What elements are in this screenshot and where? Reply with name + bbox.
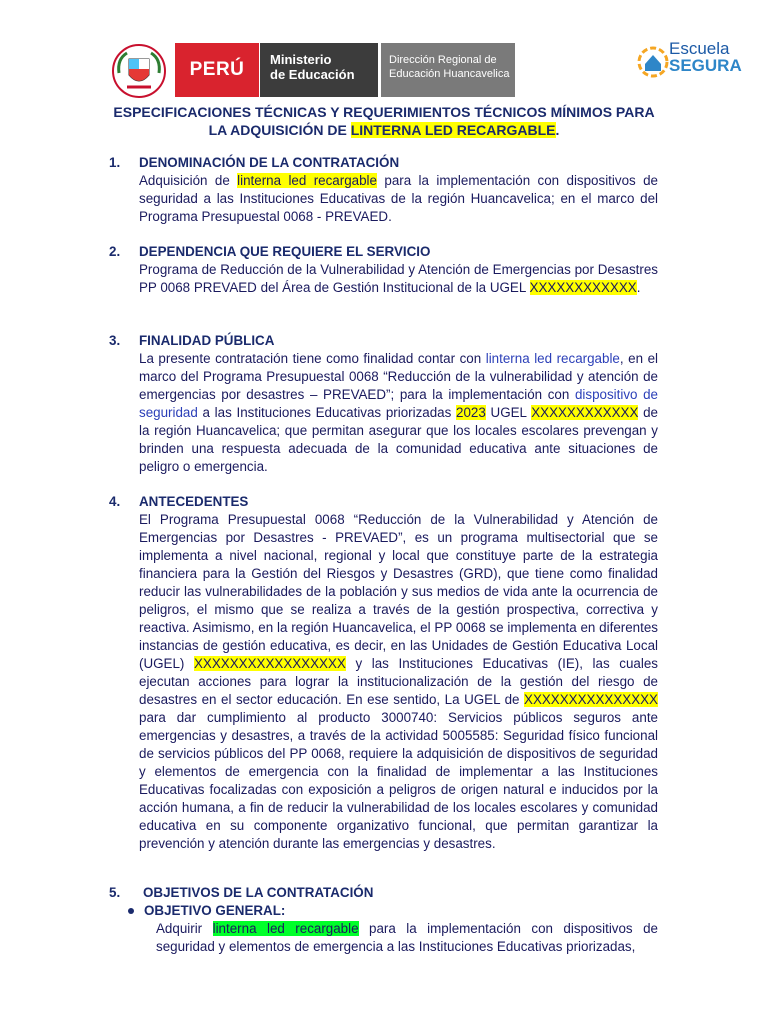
section-body — [139, 350, 658, 476]
section-heading: OBJETIVOS DE LA CONTRATACIÓN — [143, 885, 374, 900]
section-body — [139, 261, 658, 297]
peru-label: PERÚ — [189, 59, 245, 80]
body-text: para dar cumplimiento al producto 3000740: Servicios públicos seguros ante emergencias y desastres, a través de la actividad 5005585: Seguridad físico funcional de servicios públicos del PP 0068, requiere la adquisición de dispositivos de seguridad y elementos de emergencia con la finalidad de implementar a las Instituciones Educativas focalizadas con exposición a peligros de origen natural e inducidos por la acción humana, a fin de reducir la vulnerabilidad de los locales escolares y comunidad educativa en su componente organizativo funcional, que permitan garantizar la prevención y atención durante las emergencias y desastres. — [139, 710, 658, 851]
section-dependencia — [109, 243, 658, 297]
highlight-green-text: linterna led recargable — [212, 921, 359, 936]
body-text: Adquisición de — [139, 173, 238, 188]
direccion-line1: Dirección Regional de — [389, 54, 497, 66]
title-line1: ESPECIFICACIONES TÉCNICAS Y REQUERIMIENTOS TÉCNICOS MÍNIMOS PARA — [113, 104, 655, 120]
section-body — [139, 511, 658, 853]
section-heading: DEPENDENCIA QUE REQUIERE EL SERVICIO — [139, 244, 431, 259]
body-text: Adquirir — [156, 921, 213, 936]
peru-logo-box — [175, 43, 259, 97]
section-heading: ANTECEDENTES — [139, 494, 249, 509]
highlight-year: 2023 — [456, 405, 486, 420]
section-antecedentes — [109, 493, 658, 853]
escuela-segura-text — [669, 40, 742, 74]
section-number: 2. — [109, 244, 121, 259]
section-heading: DENOMINACIÓN DE LA CONTRATACIÓN — [139, 155, 400, 170]
body-text: de la región Huancavelica; que permitan asegurar que los locales escolares prevengan y brinden una respuesta adecuada de la comunidad educativa ante situaciones de peligro o emergencia. — [139, 405, 658, 474]
section-heading: FINALIDAD PÚBLICA — [139, 333, 275, 348]
escuela-line2: SEGURA — [669, 56, 742, 75]
section-number: 3. — [109, 333, 121, 348]
section-number: 5. — [109, 885, 121, 900]
body-text: Programa de Reducción de la Vulnerabilidad y Atención de Emergencias por Desastres PP 0068 PREVAED del Área de Gestión Institucional de la UGEL — [139, 262, 658, 295]
direccion-line2: Educación Huancavelica — [389, 68, 510, 80]
document-header — [0, 0, 768, 100]
blue-text: dispositivo de seguridad — [139, 387, 658, 420]
section-number: 1. — [109, 155, 121, 170]
document-title — [0, 103, 768, 139]
highlight-text: XXXXXXXXXXXXXXX — [524, 692, 658, 707]
body-text: a las Instituciones Educativas priorizadas — [197, 405, 457, 420]
body-text: para la implementación con dispositivos de seguridad y elementos de emergencia a las Instituciones Educativas priorizadas, — [156, 921, 658, 954]
direccion-regional-logo-box — [381, 43, 515, 97]
peru-coat-of-arms-logo — [107, 43, 171, 99]
section-body — [156, 920, 658, 956]
section-finalidad — [109, 332, 658, 476]
body-text: La presente contratación tiene como finalidad contar con — [139, 351, 486, 366]
body-text: y las Instituciones Educativas (IE), las cuales ejecutan acciones para lograr la institucionalización de la gestión del riesgo de desastres en el sector educación. En ese sentido, La UGEL de — [139, 656, 658, 707]
body-text: El Programa Presupuestal 0068 “Reducción de la Vulnerabilidad y Atención de Emergencias por Desastres - PREVAED”, es un programa multisectorial que se implementa a nivel nacional, regional y local que constituye parte de la estrategia financiera para la Gestión del Riesgos y Desastres (GRD), que tiene como finalidad reducir las vulnerabilidades de la población y sus medios de vida ante la ocurrencia de peligros, el mismo que se realiza a través de la gestión prospectiva, correctiva y reactiva. Asimismo, en la región Huancavelica, el PP 0068 se implementa en diferentes instancias de gestión educativa, es decir, en las Unidades de Gestión Educativa Local (UGEL) — [139, 512, 658, 671]
objetivo-general-heading: OBJETIVO GENERAL: — [144, 902, 658, 920]
ministerio-line2: de Educación — [270, 67, 355, 82]
highlight-text: XXXXXXXXXXXX — [529, 280, 637, 295]
section-denominacion — [109, 154, 658, 226]
section-number: 4. — [109, 494, 121, 509]
ministerio-line1: Ministerio — [270, 52, 332, 67]
section-objetivos — [109, 884, 658, 956]
highlight-text: linterna led recargable — [237, 173, 377, 188]
title-line2-post: . — [555, 122, 560, 138]
title-line2 — [0, 121, 768, 139]
highlight-text: XXXXXXXXXXXX — [531, 405, 639, 420]
section-body — [139, 172, 658, 226]
title-highlight: LINTERNA LED RECARGABLE — [350, 122, 556, 138]
escuela-line1: Escuela — [669, 39, 730, 58]
highlight-text: XXXXXXXXXXXXXXXXX — [194, 656, 346, 671]
ministerio-logo-box — [260, 43, 378, 97]
body-text: UGEL — [485, 405, 532, 420]
body-text: . — [636, 280, 641, 295]
body-text: para la implementación con dispositivos de seguridad a las Instituciones Educativas de la región Huancavelica; en el marco del Programa Presupuestal 0068 - PREVAED. — [139, 173, 658, 224]
blue-text: linterna led recargable — [485, 351, 620, 366]
body-text: , en el marco del Programa Presupuestal 0068 “Reducción de la vulnerabilidad y atención de emergencias por desastres – PREVAED”; para la implementación con — [139, 351, 658, 402]
title-line2-pre: LA ADQUISICIÓN DE — [208, 122, 351, 138]
